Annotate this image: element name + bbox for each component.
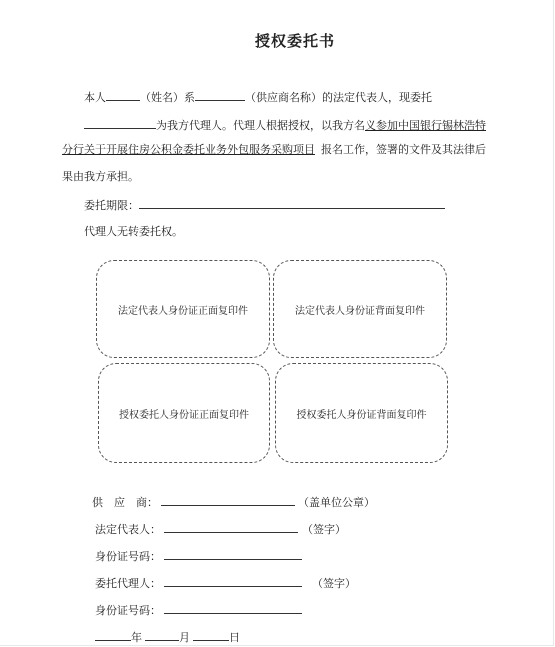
supplier-note: （盖单位公章） xyxy=(298,496,375,509)
supplier-name-blank[interactable] xyxy=(195,89,245,101)
id-number-row-1 xyxy=(95,548,302,564)
id-box-rep-front: 法定代表人身份证正面复印件 xyxy=(96,260,270,358)
text-signing: 报名工作，签署的文件及其法律后 xyxy=(321,143,486,156)
legal-rep-blank[interactable] xyxy=(164,521,298,533)
agent-name-blank[interactable] xyxy=(84,117,156,129)
legal-rep-label: 法定代表人： xyxy=(95,523,161,536)
legal-rep-note: （签字） xyxy=(302,523,346,536)
agent-label: 委托代理人： xyxy=(95,577,161,590)
supplier-label: 供 应 商： xyxy=(92,496,158,509)
id-box-rep-back: 法定代表人身份证背面复印件 xyxy=(273,260,447,358)
text-bear: 果由我方承担。 xyxy=(62,170,139,183)
text-project-name: 分行关于开展住房公积金委托业务外包服务采购项目 xyxy=(62,143,315,156)
para-line-3 xyxy=(62,143,486,157)
day-label: 日 xyxy=(229,631,240,644)
date-row xyxy=(95,629,240,645)
text-name-label: （姓名）系 xyxy=(140,91,195,104)
no-subdelegation: 代理人无转委托权。 xyxy=(84,225,183,238)
month-blank[interactable] xyxy=(145,629,179,641)
agent-note: （签字） xyxy=(312,577,356,590)
month-label: 月 xyxy=(179,631,190,644)
document-title: 授权委托书 xyxy=(254,32,335,50)
day-blank[interactable] xyxy=(193,629,229,641)
agent-row xyxy=(95,575,356,591)
name-blank[interactable] xyxy=(106,89,140,101)
agent-blank[interactable] xyxy=(164,575,302,587)
id-number-blank-1[interactable] xyxy=(164,548,302,560)
legal-rep-row xyxy=(95,521,346,537)
supplier-blank[interactable] xyxy=(161,494,295,506)
year-label: 年 xyxy=(131,631,142,644)
term-label: 委托期限： xyxy=(84,199,139,212)
para-line-4 xyxy=(62,170,139,184)
para-line-1 xyxy=(84,89,432,105)
term-blank[interactable] xyxy=(139,197,445,209)
text-agent: 为我方代理人。代理人根据授权，以我方名 xyxy=(156,119,365,132)
id-number-blank-2[interactable] xyxy=(164,602,302,614)
text-bank-name: 义参加中国银行锡林浩特 xyxy=(365,119,486,132)
supplier-row xyxy=(92,494,375,510)
id-box-agent-front: 授权委托人身份证正面复印件 xyxy=(98,363,270,463)
para-line-2 xyxy=(84,117,486,133)
text-self: 本人 xyxy=(84,91,106,104)
id-box-agent-back: 授权委托人身份证背面复印件 xyxy=(275,363,448,463)
year-blank[interactable] xyxy=(95,629,131,641)
id-number-label-2: 身份证号码： xyxy=(95,604,161,617)
id-number-row-2 xyxy=(95,602,302,618)
term-line xyxy=(84,197,445,213)
text-legal-rep: （供应商名称）的法定代表人，现委托 xyxy=(245,91,432,104)
id-number-label-1: 身份证号码： xyxy=(95,550,161,563)
